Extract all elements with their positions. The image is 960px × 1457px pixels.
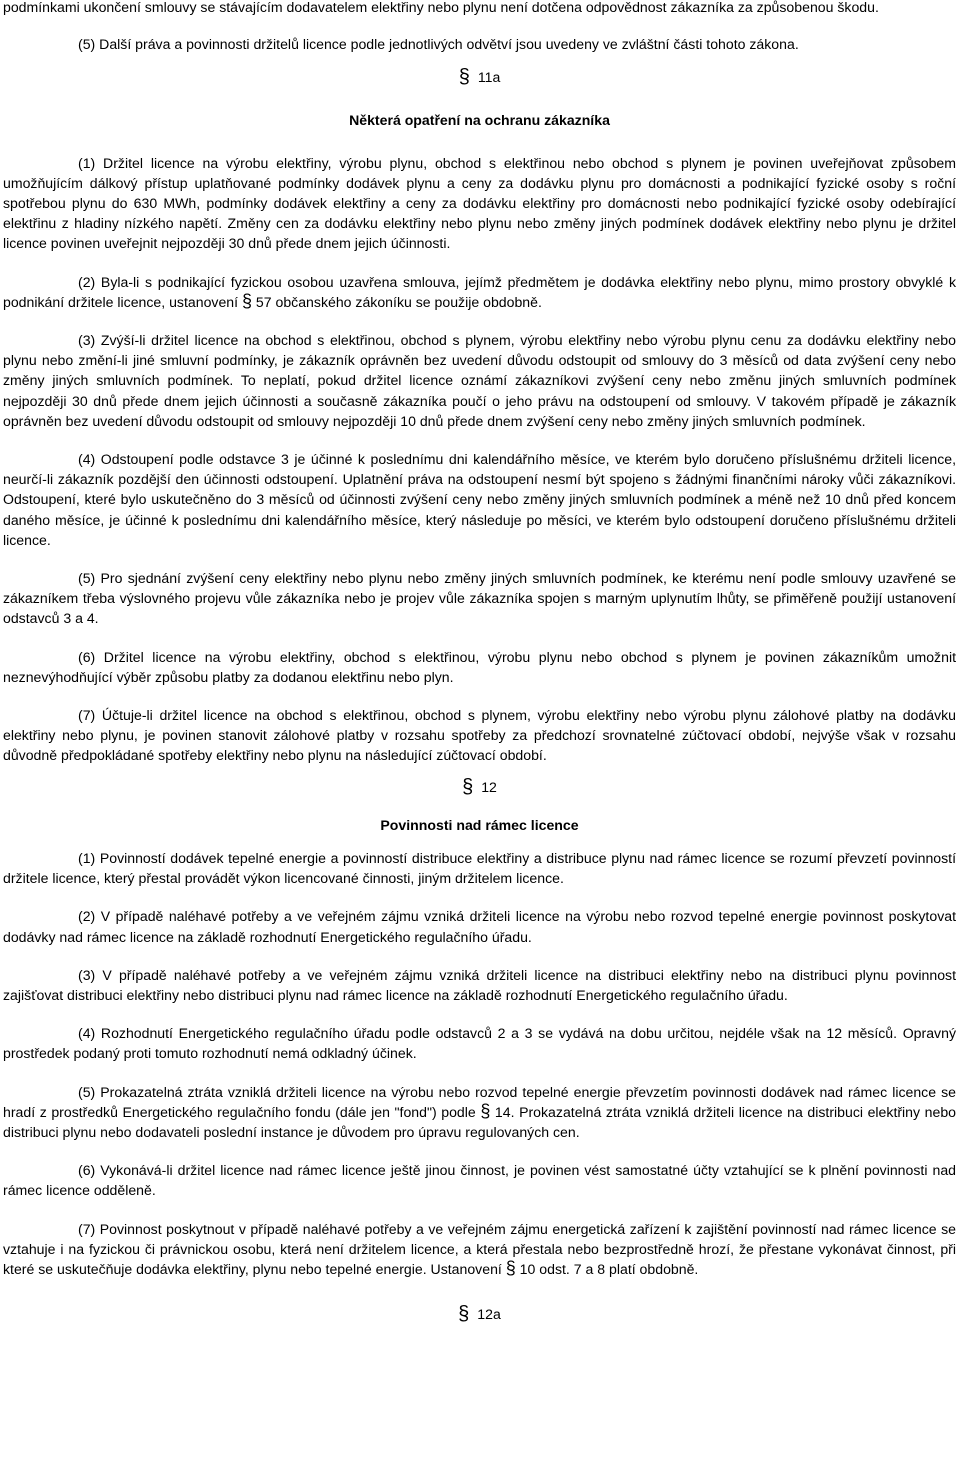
paragraph-text: (7) Povinnost poskytnout v případě naléhavé potřeby a ve veřejném zájmu energetická zařízení k zajištění povinností nad rámec licence se vztahuje i na fyzickou či právnickou osobu, která není držitelem licence, a která přestala nebo bezprostředně hrozí, že přestane vykonávat činnost, při které se uskutečňuje dodávka elektřiny, plynu nebo tepelné energie. Ustanovení bbox=[3, 1220, 956, 1277]
section-symbol-icon: § bbox=[458, 1303, 470, 1326]
paragraph-12-4: (4) Rozhodnutí Energetického regulačního úřadu podle odstavců 2 a 3 se vydává na dobu určitou, nejdéle však na 12 měsíců. Opravný prostředek podaný proti tomuto rozhodnutí nemá odkladný účinek. bbox=[3, 1025, 956, 1062]
section-heading-11a bbox=[3, 67, 956, 87]
paragraph-11a-3: (3) Zvýší-li držitel licence na obchod s elektřinou, obchod s plynem, výrobu elektřiny nebo výrobu plynu cenu za dodávku elektřiny nebo plynu nebo změní-li jiné smluvní podmínky, je zákazník oprávněn bez uvedení důvodu odstoupit od smlouvy do 3 měsíců od data zvýšení ceny nebo změny jiných smluvních podmínek. To neplatí, pokud držitel licence oznámí zákazníkovi zvýšení ceny nebo změnu jiných smluvních podmínek nejpozději 30 dnů přede dnem jejich účinnosti a současně zákazníka poučí o jeho právu na odstoupení od smlouvy. V takovém případě je zákazník oprávněn bez uvedení důvodu odstoupit od smlouvy nejpozději 10 dnů přede dnem zvýšení ceny nebo změny jiných smluvních podmínek. bbox=[3, 332, 956, 429]
paragraph-5-rights: (5) Další práva a povinnosti držitelů licence podle jednotlivých odvětví jsou uvedeny ve zvláštní části tohoto zákona. bbox=[78, 36, 799, 53]
section-number: 11a bbox=[477, 69, 501, 86]
section-title: Některá opatření na ochranu zákazníka bbox=[349, 112, 610, 129]
section-heading-12 bbox=[3, 777, 956, 797]
paragraph-12-7 bbox=[3, 1219, 956, 1280]
paragraph-continuation: podmínkami ukončení smlouvy se stávajícím dodavatelem elektřiny nebo plynu není dotčena odpovědnost zákazníka za způsobenou škodu. bbox=[3, 0, 879, 15]
paragraph-text: 10 odst. 7 a 8 platí obdobně. bbox=[515, 1260, 699, 1277]
paragraph-12-1: (1) Povinností dodávek tepelné energie a povinností distribuce elektřiny a distribuce plynu nad rámec licence se rozumí převzetí povinností držitele licence, který přestal provádět výkon licencované činnosti, jiným držitelem licence. bbox=[3, 849, 956, 887]
section-symbol-icon: § bbox=[241, 290, 252, 311]
paragraph-text: 57 občanského zákoníku se použije obdobně. bbox=[251, 293, 542, 310]
paragraph-12-2: (2) V případě naléhavé potřeby a ve veřejném zájmu vzniká držiteli licence na výrobu nebo rozvod tepelné energie povinnost poskytovat dodávky nad rámec licence na základě rozhodnutí Energetického regulačního úřadu. bbox=[3, 908, 956, 945]
section-symbol-icon: § bbox=[505, 1257, 516, 1278]
section-symbol-icon: § bbox=[462, 775, 474, 798]
paragraph-12-6: (6) Vykonává-li držitel licence nad rámec licence ještě jinou činnost, je povinen vést samostatné účty vztahující se k plnění povinnosti nad rámec licence odděleně. bbox=[3, 1162, 956, 1199]
paragraph-11a-2 bbox=[3, 272, 956, 312]
paragraph-11a-7: (7) Účtuje-li držitel licence na obchod s elektřinou, obchod s plynem, výrobu elektřiny nebo výrobu plynu zálohové platby na dodávku elektřiny nebo plynu, je povinen stanovit zálohové platby v rozsahu spotřeby za předchozí srovnatelné zúčtovací období, nejvýše však v rozsahu důvodně předpokládané spotřeby elektřiny nebo plynu na následující zúčtovací období. bbox=[3, 707, 956, 764]
section-heading-12a bbox=[3, 1304, 956, 1324]
paragraph-11a-5: (5) Pro sjednání zvýšení ceny elektřiny nebo plynu nebo změny jiných smluvních podmínek, ke kterému není podle smlouvy uzavřené se zákazníkem třeba výslovného projevu vůle zákazníka nebo je projev vůle zákazníka spojen s marným uplynutím lhůty, se přiměřeně použijí ustanovení odstavců 3 a 4. bbox=[3, 570, 956, 627]
paragraph-12-5 bbox=[3, 1082, 956, 1143]
paragraph-11a-6: (6) Držitel licence na výrobu elektřiny, obchod s elektřinou, výrobu plynu nebo obchod s plynem je povinen zákazníkům umožnit neznevýhodňující výběr způsobu platby za dodanou elektřinu nebo plyn. bbox=[3, 648, 956, 685]
paragraph-11a-4: (4) Odstoupení podle odstavce 3 je účinné k poslednímu dni kalendářního měsíce, ve kterém bylo doručeno příslušnému držiteli licence, neurčí-li zákazník pozdější den účinnosti odstoupení. Uplatnění práva na odstoupení nesmí být spojeno s žádnými finančními nároky vůči zákazníkovi. Odstoupení, které bylo uskutečněno do 3 měsíců od účinnosti zvýšení ceny nebo změny jiných smluvních podmínek a méně než 10 dnů před koncem daného měsíce, je účinné k poslednímu dni kalendářního měsíce, který následuje po měsíci, ve kterém bylo odstoupení doručeno příslušnému držiteli licence. bbox=[3, 451, 956, 548]
paragraph-12-3: (3) V případě naléhavé potřeby a ve veřejném zájmu vzniká držiteli licence na distribuci elektřiny nebo na distribuci plynu povinnost zajišťovat distribuci elektřiny nebo distribuci plynu nad rámec licence na základě rozhodnutí Energetického regulačního úřadu. bbox=[3, 966, 956, 1003]
section-symbol-icon: § bbox=[458, 66, 470, 89]
paragraph-text: (5) Prokazatelná ztráta vzniklá držiteli licence na výrobu nebo rozvod tepelné energie převzetím povinnosti dodávek nad rámec licence se hradí z prostředků Energetického regulačního fondu (dále jen "fond") podle bbox=[3, 1083, 956, 1120]
paragraph-text: (2) Byla-li s podnikající fyzickou osobou uzavřena smlouva, jejímž předmětem je dodávka elektřiny nebo plynu, mimo prostory obvyklé k podnikání držitele licence, ustanovení bbox=[3, 273, 956, 310]
section-symbol-icon: § bbox=[480, 1100, 491, 1121]
section-title: Povinnosti nad rámec licence bbox=[380, 816, 579, 833]
paragraph-11a-1: (1) Držitel licence na výrobu elektřiny, výrobu plynu, obchod s elektřinou nebo obchod s plynem je povinen uveřejňovat způsobem umožňujícím dálkový přístup uplatňované podmínky dodávek plynu a ceny za dodávku plynu pro domácnosti a podnikající fyzické osoby s roční spotřebou plynu do 630 MWh, podmínky dodávek elektřiny a ceny za dodávku elektřiny pro domácnosti nebo podnikající fyzické osoby odebírající elektřinu z hladiny nízkého napětí. Změny cen za dodávku elektřiny nebo plynu nebo změny jiných podmínek dodávek elektřiny nebo plynu je držitel licence povinen uveřejnit nejpozději 30 dnů přede dnem jejich účinnosti. bbox=[3, 154, 956, 252]
section-number: 12 bbox=[481, 778, 497, 795]
paragraph-text: 14. Prokazatelná ztráta vzniklá držiteli licence na distribuci elektřiny nebo distribuci plynu nebo dodavateli poslední instance je důvodem pro úpravu regulovaných cen. bbox=[3, 1103, 956, 1140]
section-number: 12a bbox=[477, 1306, 501, 1323]
